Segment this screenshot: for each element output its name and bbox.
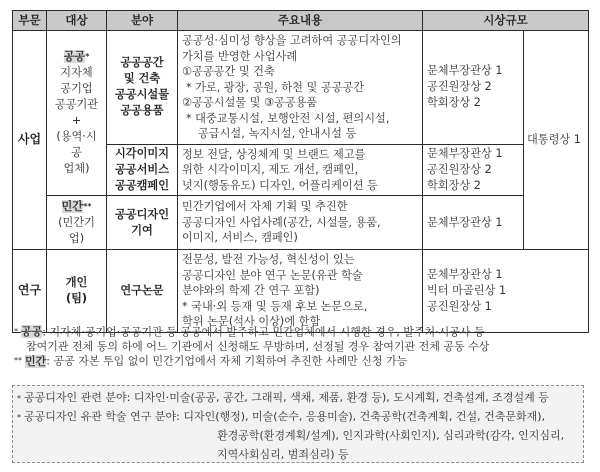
content-line: * 대중교통시설, 보행안전 시설, 편의시설,	[186, 111, 390, 125]
field-line: 기여	[131, 223, 153, 237]
content-line: ②공공시설물 및 ③공공용품	[182, 96, 318, 109]
target-line: (팀)	[65, 291, 88, 305]
target-line: 지자체	[60, 66, 93, 79]
field-line: 공공서비스	[114, 162, 170, 176]
award-line: 문체부장관상 1	[427, 267, 503, 281]
field-line: 공공디자인	[114, 207, 170, 221]
target-line: 개인	[65, 275, 88, 289]
footnote-term: 민간	[25, 354, 47, 368]
award-line: 공진원장상 2	[427, 80, 492, 94]
content-line: 분야와의 학제 간 연구 포함)	[182, 284, 320, 297]
field-line: 공공공간	[120, 56, 164, 70]
award-visual	[423, 144, 524, 196]
footnote-mark: **	[14, 356, 22, 366]
target-individual	[47, 250, 107, 333]
related-fields-box	[12, 385, 584, 463]
header-field: 분야	[107, 11, 178, 31]
award-line: 문체부장관상 1	[427, 146, 503, 160]
footnote-text: : 공공 자본 투입 없이 민간기업에서 자체 기획하여 추진한 사례만 신청 가능	[46, 354, 408, 368]
award-line: 문체부장관상 1	[427, 215, 503, 229]
note-text: 공공디자인 관련 분야: 디자인·미술(공공, 공간, 그래픽, 색채, 제품, 환경 등), 도시계획, 건축설계, 조경설계 등	[24, 391, 549, 404]
content-visual	[178, 144, 423, 196]
content-line: 공공성·심미성 향상을 고려하여 공공디자인의	[182, 34, 402, 47]
field-line: 공공시설물	[114, 88, 170, 102]
content-research	[178, 250, 423, 333]
section-research: 연구	[13, 250, 47, 333]
award-contribution	[423, 196, 524, 250]
target-line: (민간기업)	[58, 215, 95, 245]
target-private	[47, 196, 107, 250]
note-text: 환경공학(환경계획/설계), 인지과학(사회인지), 심리과학(감각, 인지심리,	[217, 429, 565, 442]
section-business: 사업	[13, 31, 47, 250]
content-line: * 국내·외 등재 및 등재 후보 논문으로,	[182, 299, 368, 313]
target-line: 공공기관	[54, 98, 99, 111]
note-mark: *	[17, 412, 21, 422]
award-line: 학회장상 2	[427, 96, 481, 110]
table-header-row	[13, 11, 589, 31]
content-line: ①공공공간 및 건축	[182, 65, 275, 78]
field-line: 연구논문	[120, 283, 164, 297]
field-contribution	[107, 196, 178, 250]
award-overview-table	[12, 10, 589, 333]
award-line: 문체부장관상 1	[427, 64, 503, 78]
award-line: 학회장상 2	[427, 178, 481, 192]
footnote-mark: **	[83, 201, 92, 211]
table-row	[13, 250, 589, 333]
footnote-text: 참여기관 전체 동의 하에 어느 기관에서 신청해도 무방하며, 선정될 경우 참여기관 전체 공동 수상	[26, 339, 490, 353]
target-line: (용역·시공	[56, 130, 97, 159]
footnote-mark: *	[14, 327, 18, 336]
grand-award: 대통령상 1	[524, 31, 589, 250]
field-line: 시각이미지	[114, 146, 170, 160]
footnote-private	[14, 354, 594, 369]
footnote-term: 공공	[21, 325, 43, 339]
award-research	[423, 250, 589, 333]
header-target: 대상	[47, 11, 107, 31]
public-label: 공공	[63, 50, 86, 63]
note-mark: *	[17, 393, 21, 403]
content-line: 전문성, 발전 가능성, 혁신성이 있는	[182, 253, 355, 266]
field-line: 및 건축	[123, 72, 161, 86]
header-section: 부문	[13, 11, 47, 31]
header-content: 주요내용	[178, 11, 423, 31]
target-public	[47, 31, 107, 196]
content-line: 넛지(행동유도) 디자인, 어플리케이션 등	[182, 178, 378, 192]
note-related-fields	[17, 388, 579, 407]
footnotes	[14, 325, 594, 369]
note-text: 지역사회심리, 범죄심리) 등	[217, 448, 349, 461]
content-line: 공공디자인 분야 연구 논문(유관 학술	[182, 268, 363, 282]
target-line: 업체)	[63, 162, 90, 175]
target-line: 공기업	[60, 82, 93, 95]
table-row	[13, 196, 589, 250]
footnote-text: : 지자체·공기업·공공기관 등 공공에서 발주하고 민간업체에서 시행한 경우, 발주처·시공사 등	[42, 325, 485, 339]
field-public-space	[107, 31, 178, 145]
content-line: 민간기업에서 자체 기획 및 추진한	[182, 200, 348, 214]
content-line: 공공디자인 사업사례(공간, 시설물, 용품,	[182, 215, 381, 229]
table-row	[13, 31, 589, 145]
header-award: 시상규모	[423, 11, 589, 31]
footnote-public	[14, 325, 594, 340]
content-line: 이미지, 서비스, 캠페인)	[182, 231, 298, 245]
footnote-mark: *	[85, 52, 90, 61]
content-line: 위한 시각이미지, 제도 개선, 캠페인,	[182, 163, 359, 176]
content-line: 공급시설, 녹지시설, 안내시설 등	[198, 127, 357, 140]
target-line: +	[71, 114, 82, 127]
content-contribution	[178, 196, 423, 250]
award-line: 빅터 마골린상 1	[427, 283, 507, 297]
content-line: * 가로, 광장, 공원, 하천 및 공공공간	[186, 80, 365, 94]
note-text: 공공디자인 유관 학술 연구 분야: 디자인(행정), 미술(순수, 응용미술), 건축공학(건축계획, 건설, 건축문화재),	[24, 410, 546, 423]
note-academic-fields	[17, 407, 579, 426]
award-line: 공진원장상 1	[427, 299, 492, 313]
content-line: 학위 논문(석사 이상)에 한함	[182, 315, 321, 328]
field-line: 공공용품	[120, 104, 164, 118]
content-line: 가치를 반영한 사업사례	[182, 49, 298, 63]
field-research-paper	[107, 250, 178, 333]
award-line: 공진원장상 2	[427, 162, 492, 176]
content-line: 정보 전달, 상징체계 및 브랜드 제고를	[182, 147, 366, 161]
field-visual	[107, 144, 178, 196]
content-public-space	[178, 31, 423, 145]
private-label: 민간	[61, 199, 84, 213]
award-public-space	[423, 31, 524, 145]
field-line: 공공캠페인	[114, 178, 170, 192]
